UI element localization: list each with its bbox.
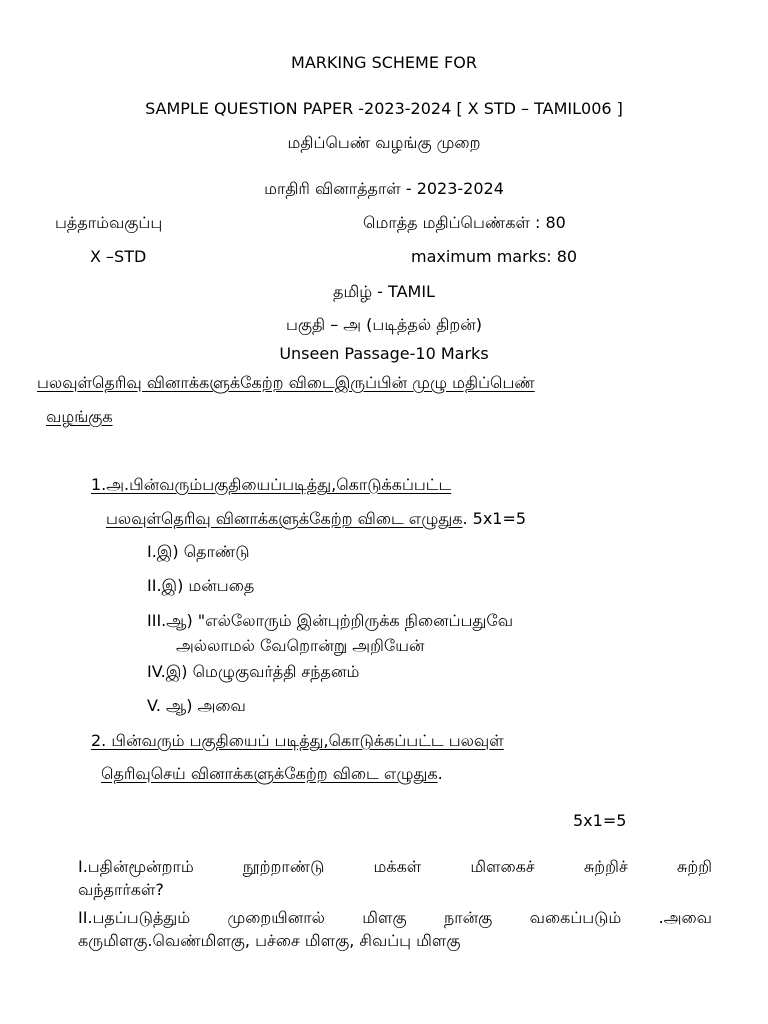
part-title: பகுதி – அ (படித்தல் திறன்) (285, 315, 483, 334)
heading-sample-paper: SAMPLE QUESTION PAPER -2023-2024 [ X STD – TAMIL006 ] (145, 99, 623, 118)
class-tamil: பத்தாம்வகுப்பு (55, 213, 163, 232)
q1-answer-3: III.ஆ) "எல்லோரும் இன்புற்றிருக்க நினைப்பதுவே (147, 611, 514, 630)
q2-title-line-2 (101, 764, 443, 785)
total-marks-tamil: மொத்த மதிப்பெண்கள் : 80 (363, 213, 566, 232)
instruction-line-1: பலவுள்தெரிவு வினாக்களுக்கேற்ற விடைஇருப்பின் முழு மதிப்பெண் (37, 373, 535, 392)
heading-tamil-marking: மதிப்பெண் வழங்கு முறை (287, 133, 481, 152)
q1-answer-1: I.இ) தொண்டு (147, 542, 250, 561)
class-english: X –STD (90, 247, 147, 266)
subject-title: தமிழ் - TAMIL (333, 282, 435, 301)
q1-answer-5: V. ஆ) அவை (147, 696, 246, 715)
q2-marks: 5x1=5 (573, 811, 627, 830)
q1-answer-3-cont: அல்லாமல் வேறொன்று அறியேன் (176, 636, 425, 655)
q1-title-text: பலவுள்தெரிவு வினாக்களுக்கேற்ற விடை எழுதுக (106, 509, 463, 528)
q2-answer-1-line-1: I.பதின்மூன்றாம் நூற்றாண்டு மக்கள் மிளகைச் சுற்றிச் சுற்றி (78, 857, 712, 876)
heading-marking-scheme: MARKING SCHEME FOR (291, 53, 477, 72)
q2-answer-1-line-2: வந்தார்கள்? (78, 880, 164, 899)
q1-answer-4: IV.இ) மெழுகுவர்த்தி சந்தனம் (147, 662, 360, 681)
section-title: Unseen Passage-10 Marks (279, 344, 489, 363)
heading-tamil-paper: மாதிரி வினாத்தாள் - 2023-2024 (264, 179, 504, 198)
q2-answer-2-line-2: கருமிளகு.வெண்மிளகு, பச்சை மிளகு, சிவப்பு மிளகு (78, 931, 461, 950)
q1-title-line-1: 1.அ.பின்வரும்பகுதியைப்படித்து,கொடுக்கப்பட்ட (91, 475, 452, 494)
q1-marks: . 5x1=5 (462, 509, 527, 528)
q1-answer-2: II.இ) மன்பதை (147, 576, 255, 595)
max-marks-english: maximum marks: 80 (411, 247, 578, 266)
q2-answer-2-line-1: II.பதப்படுத்தும் முறையினால் மிளகு நான்கு வகைப்படும் .அவை (78, 908, 712, 927)
instruction-line-2: வழங்குக (46, 407, 113, 426)
q2-title-text: தெரிவுசெய் வினாக்களுக்கேற்ற விடை எழுதுக (101, 764, 438, 783)
q1-title-line-2 (91, 509, 526, 530)
q2-title-period: . (437, 764, 443, 783)
q2-title-line-1: 2. பின்வரும் பகுதியைப் படித்து,கொடுக்கப்பட்ட பலவுள் (91, 731, 504, 750)
